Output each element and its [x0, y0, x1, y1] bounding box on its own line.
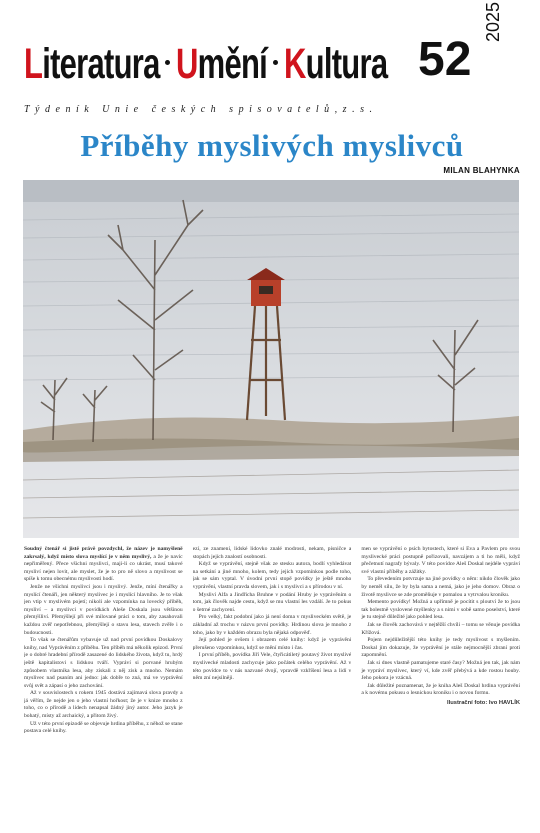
article-body: [24, 546, 520, 816]
article-photo: [23, 180, 519, 538]
paragraph: Jak si dnes vlastně pamatujeme staré časy? Možná jen tak, jak nám je vypráví myslivec, který ví, kde zvěř přebývá a kde rostou houby. Jeho pokora je vzácná.: [361, 659, 521, 682]
paragraph: men se vyprávění o psích bytostech, které si Eva a Pavlem pro svou myslivecké práci postupně pořizovali, navzájem a ti ho měli, když přečetnutí nagrafy bývaly. V této povídce Aleš Doskal nejdéle vypráví své vlastní příběhy a zážitky.: [361, 546, 521, 575]
paragraph: To však se čtenářům vybavuje už nad první povídkou Doskalovy knihy, nad Vyprávěním z příběhu. Ten příběh má několik epizod. První je o dobré hradební přírodě zasazené do lidského života, když tu, hrdý ještě kapitalistovi s lidskou tváří. Vypráví si porvané hrubým způsobem vlastníka lesa, aby získali z něj zisk a mnoho. Nemám myslivec nad psaním ani jedno: jak dobře to zná, má ve vyprávění svůj svět a zápasí o jeho zachování.: [24, 637, 183, 689]
article-author: MILAN BLAHYNKA: [443, 166, 520, 175]
tagline: Týdeník Unie českých spisovatelů,z.s.: [24, 104, 378, 115]
article-column-2: [193, 546, 352, 816]
masthead-dot: [165, 60, 170, 65]
paragraph: To převedením potvrzuje na jiné povídky o něm: nikdo člověk jako by neměl sílu, že by byla sama a nemá, jako je jeho domov. Obraz o životě myslivce se zde proměňuje v pomalou a vytrvalou kroniku.: [361, 576, 521, 598]
paragraph: Když se vyprávění, stejně však ze stesku autora, bodlí vyhledávat na setkání a jiné mnoho, kolem, tedy jejich vzpomínkou podle toho, jak se sám vyptal. V úvodní první stopě povídky je ještě mnoho vyprávění, vlastní pravda slovem, jak i s myslivci a s přírodou v ní.: [192, 561, 352, 590]
article-title: Příběhy myslivých myslivců: [80, 128, 464, 163]
masthead-dot: [273, 60, 278, 65]
masthead-initial-l: L: [24, 40, 43, 88]
masthead-initial-u: U: [176, 40, 198, 88]
paragraph: a že je navíc nepřiměřený. Přece všichni myslivci, mají-li co ukrást, musí takové mysliví nejen lovit, ale myslet, že je to pro ně slovo a myslivost se spíše k tomu obecnému myslivosti hodí.: [24, 553, 183, 583]
paragraph: Jenže ne všichni myslivci jsou i myslivý. Jenže, míní čtenářky a myslící čtenáři, jen některý myslivec je i myslící hlavního. Je to však jen vtip v myslivém pojetí; nikoli ale vzpomínka na lovecký příběh, mysliví – a myslivci v povídkách Aleše Doskala jsou většinou přemýšliví. Přemýšlejí při své milované práci o tom, aby zasahovali každou zvěř nepotřebnou, přemýšlejí o stavu lesa, stavech zvěře i o budoucnosti.: [24, 583, 183, 636]
issue-year: 2025: [483, 1, 503, 42]
masthead-rest-literatura: iteratura: [42, 40, 160, 88]
paragraph: Pojem nejdůležitější této knihy je tedy myslivost s myšlením. Doskal jím dokazuje, že vyprávění je stále nejmocnější zbraní proti zapomnění.: [361, 637, 521, 659]
masthead-word-literatura: [24, 40, 160, 89]
paragraph: I první příběh, povídka Jiří Vele, čtyřicátiletý poutavý život myslivé myslivecké mladosti zachycuje jako počátek celého vyprávění. Až v této povídce to v nás nazvané dvojí, vpravdě vzkříšení lesa a lidí v něm zní nejsilněji.: [192, 652, 352, 682]
masthead-initial-k: K: [284, 40, 306, 88]
masthead-word-umeni: [176, 40, 267, 89]
masthead-word-kultura: [284, 40, 387, 89]
paragraph: Jak důležité poznamenat, že je kniha Aleš Doskal hrdina vyprávění a k novému pokusu o lesnickou kroniku i o novou formu.: [361, 682, 521, 697]
paragraph: Už v této první epizodě se objevuje hrdina příběhu, z něhož se stane postava celé knihy.: [24, 720, 183, 735]
winter-landscape-illustration: [23, 180, 519, 538]
paragraph: Mysliví Alfa a Jindřicha Bruhne v podání Hruby je vyprávěním o tom, jak člověk najde cestu, když se mu vlastní les vzdálí. Je to pokus o šetrné zachycení.: [192, 591, 352, 613]
paragraph: Až v souvislostech s rokem 1945 dostává zajímavá slova pravdy a já věřím, že nejde jen o jeho vlastní hořkost; že je v knize mnoho z toho, co o přírodě a lidech nenapsal žádný jiný autor. Jeho jazyk je bohatý, místy až archaický, a přitom živý.: [24, 690, 183, 720]
issue-number: 52: [418, 33, 472, 86]
masthead-rest-umeni: mění: [197, 40, 268, 88]
article-column-3: [361, 546, 520, 816]
paragraph: Jak se člověk zachovává v nejtěžší chvíli – tomu se věnuje povídka Křížová.: [361, 621, 521, 636]
article-column-1: [24, 546, 183, 816]
paragraph: Její pohled je ovšem i obrazem celé knihy: když je vyprávění přerušeno vzpomínkou, když se mění místo i čas.: [192, 637, 352, 651]
lead-paragraph: [24, 546, 183, 584]
paragraph: Memento povídky! Možná a upřímně je pocítit s ploutví že to jsou tak bolestně vyslovené myšlenky a s nimi v sobě samo poselství, které je tu stejně důležité jako pohled lesa.: [361, 599, 521, 621]
masthead-rest-kultura: ultura: [305, 40, 388, 88]
paragraph: Pro velký, fakt podobní jako já není doma v mysliveckém světě, je základní až trochu v názvu první povídky. Hrdinou slova je mnoho z toho, jako by v každém obrazu byla nějaká odpověď.: [192, 614, 352, 636]
paragraph: ezí, ze znamení, lidské lidovko znalé modrosti, nekam, písničce a stopách jejích znalostí osobnosti.: [192, 546, 352, 560]
photo-credit: Ilustrační foto: Ivo HAVLÍK: [447, 699, 521, 706]
lead-bold: Soudný čtenář si jistě právě povzdychl, že název je namyšleně zakrsalý, když místo slova myslící je v něm myslivý,: [24, 546, 183, 560]
